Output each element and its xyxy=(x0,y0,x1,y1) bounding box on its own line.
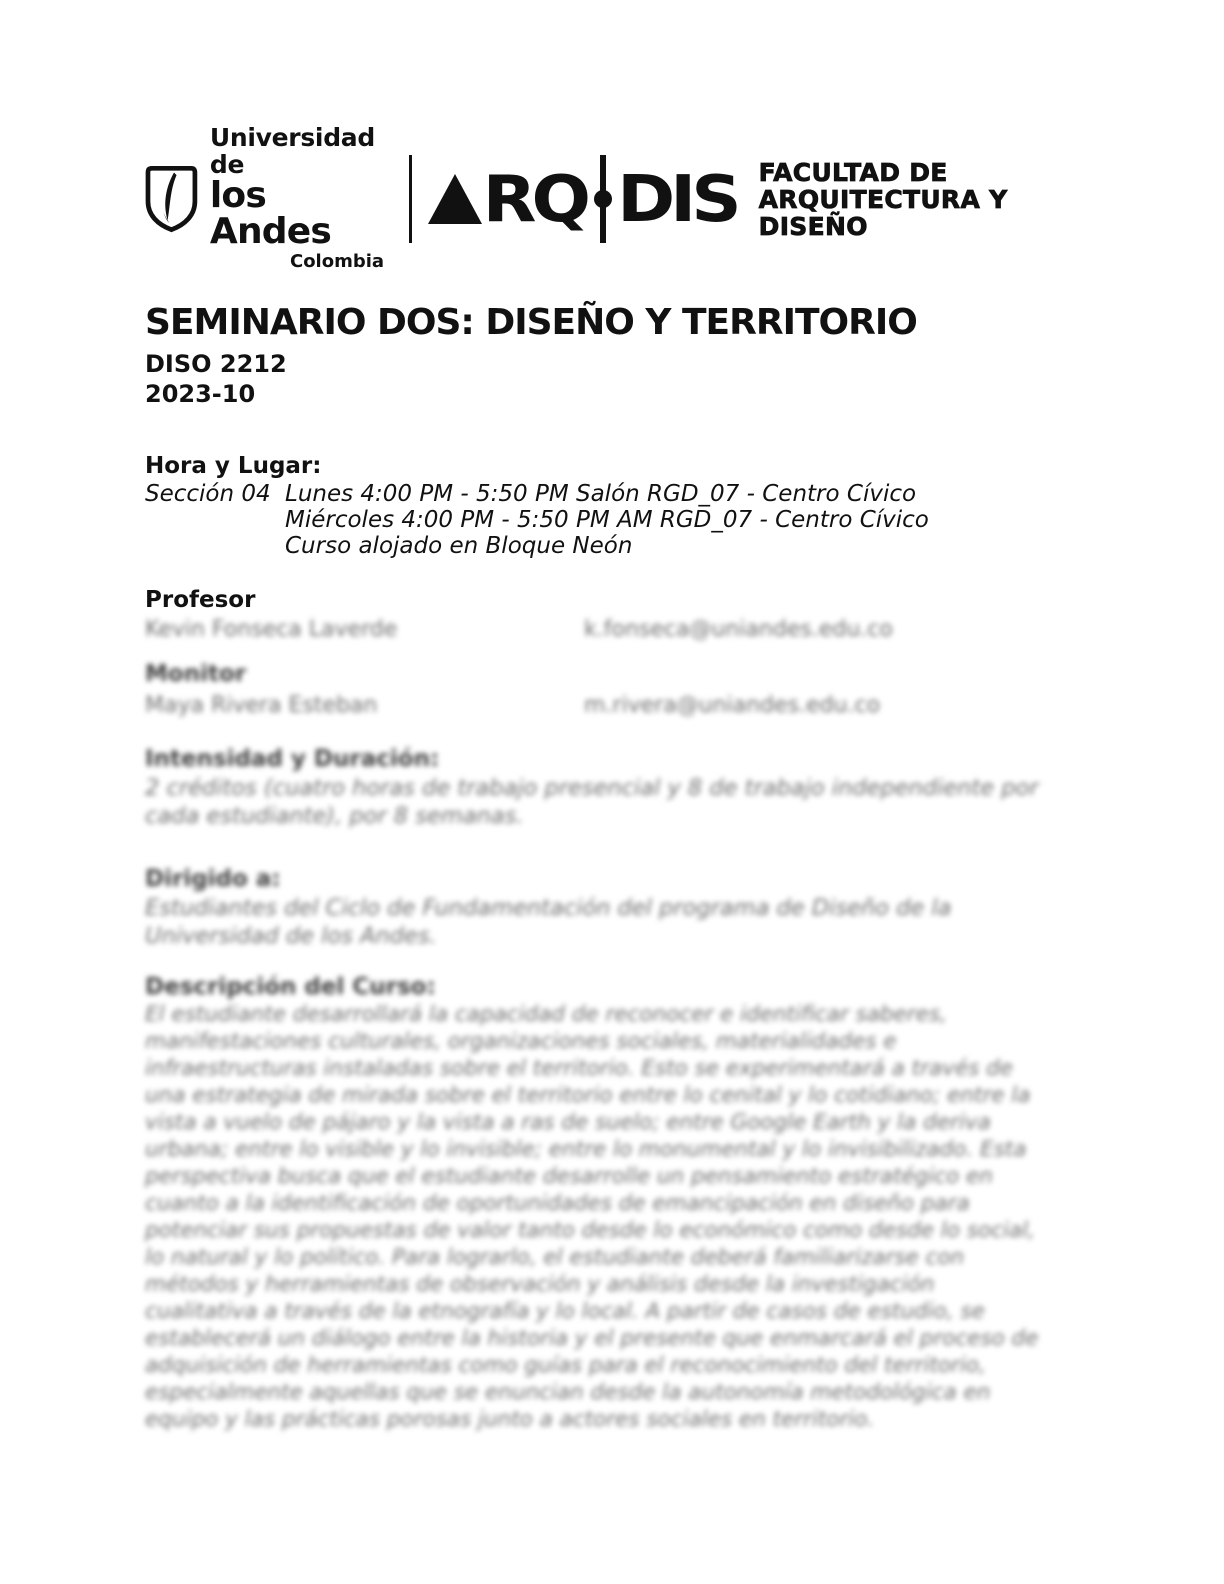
schedule-lines xyxy=(285,481,929,559)
schedule-heading: Hora y Lugar: xyxy=(145,453,322,479)
professor-name-redacted: Kevin Fonseca Laverde xyxy=(145,617,398,642)
intensity-heading-redacted: Intensidad y Duración: xyxy=(145,746,440,772)
intensity-text-redacted: 2 créditos (cuatro horas de trabajo presencial y 8 de trabajo independiente por cada estudiante), por 8 semanas. xyxy=(145,775,1039,829)
arqdis-dis-letters: DIS xyxy=(617,161,737,237)
description-text-redacted: El estudiante desarrollará la capacidad de reconocer e identificar saberes, manifestaciones culturales, organizaciones sociales, materialidades e infraestructuras instaladas sobre el territorio. Esto se experimentará a través de una estrategia de mirada sobre el territorio entre lo cenital y lo cotidiano; entre la vista a vuelo de pájaro y la vista a ras de suelo; entre Google Earth y la deriva urbana; entre lo visible y lo invisible; entre lo monumental y lo invisibilizado. Esta perspectiva busca que el estudiante desarrolle un pensamiento estratégico en cuanto a la identificación de oportunidades de emancipación en diseño para potenciar sus propuestas de valor tanto desde lo económico como desde lo social, lo natural y lo político. Para lograrlo, el estudiante deberá familiarizarse con métodos y herramientas de observación y análisis desde la investigación cualitativa a través de la etnografía y lo local. A partir de casos de estudio, se establecerá un diálogo entre la historia y el presente que enmarcará el proceso de adquisición de herramientas como guías para el reconocimiento del territorio, especialmente aquellas que se enuncian desde la autonomía metodológica en equipo y las prácticas porosas junto a actores sociales en territorio. xyxy=(145,1002,1039,1432)
audience-text-redacted: Estudiantes del Ciclo de Fundamentación del programa de Diseño de la Universidad de los Andes. xyxy=(145,895,952,949)
faculty-name-line1: FACULTAD DE xyxy=(758,157,948,187)
arqdis-bar-dot-icon xyxy=(600,155,606,243)
logo-divider xyxy=(409,155,412,243)
uniandes-logo xyxy=(145,124,387,274)
professor-row xyxy=(145,617,1074,642)
uniandes-wordmark xyxy=(210,124,387,274)
faculty-name-line2: ARQUITECTURA Y DISEÑO xyxy=(758,184,1008,241)
schedule-line-monday: Lunes 4:00 PM - 5:50 PM Salón RGD_07 - Centro Cívico xyxy=(285,481,917,507)
description-heading-redacted: Descripción del Curso: xyxy=(145,974,436,1000)
arqdis-logo xyxy=(428,155,737,243)
arqdis-rq-letters: RQ xyxy=(482,161,587,237)
monitor-email-redacted: m.rivera@uniandes.edu.co xyxy=(584,693,881,718)
section-label: Sección 04 xyxy=(145,481,271,507)
document-header xyxy=(145,123,1074,272)
schedule-line-wednesday: Miércoles 4:00 PM - 5:50 PM AM RGD_07 - Centro Cívico xyxy=(285,507,929,533)
university-name-line1: Universidad de xyxy=(209,123,375,179)
university-country: Colombia xyxy=(289,251,385,272)
professor-heading: Profesor xyxy=(145,587,256,613)
course-term: 2023-10 xyxy=(145,380,256,408)
monitor-name-redacted: Maya Rivera Esteban xyxy=(145,693,378,718)
monitor-heading-redacted: Monitor xyxy=(145,661,247,687)
university-name-line2: los Andes xyxy=(209,175,331,252)
faculty-name xyxy=(759,159,1074,240)
audience-heading-redacted: Dirigido a: xyxy=(145,866,281,892)
schedule-block xyxy=(145,481,1074,559)
course-code: DISO 2212 xyxy=(145,350,287,378)
monitor-row xyxy=(145,693,1074,718)
schedule-line-location: Curso alojado en Bloque Neón xyxy=(285,533,633,559)
arqdis-letter-a-triangle-icon xyxy=(428,174,482,224)
uniandes-shield-icon xyxy=(145,159,198,239)
professor-email-redacted: k.fonseca@uniandes.edu.co xyxy=(584,617,893,642)
course-title: SEMINARIO DOS: DISEÑO Y TERRITORIO xyxy=(145,302,917,343)
